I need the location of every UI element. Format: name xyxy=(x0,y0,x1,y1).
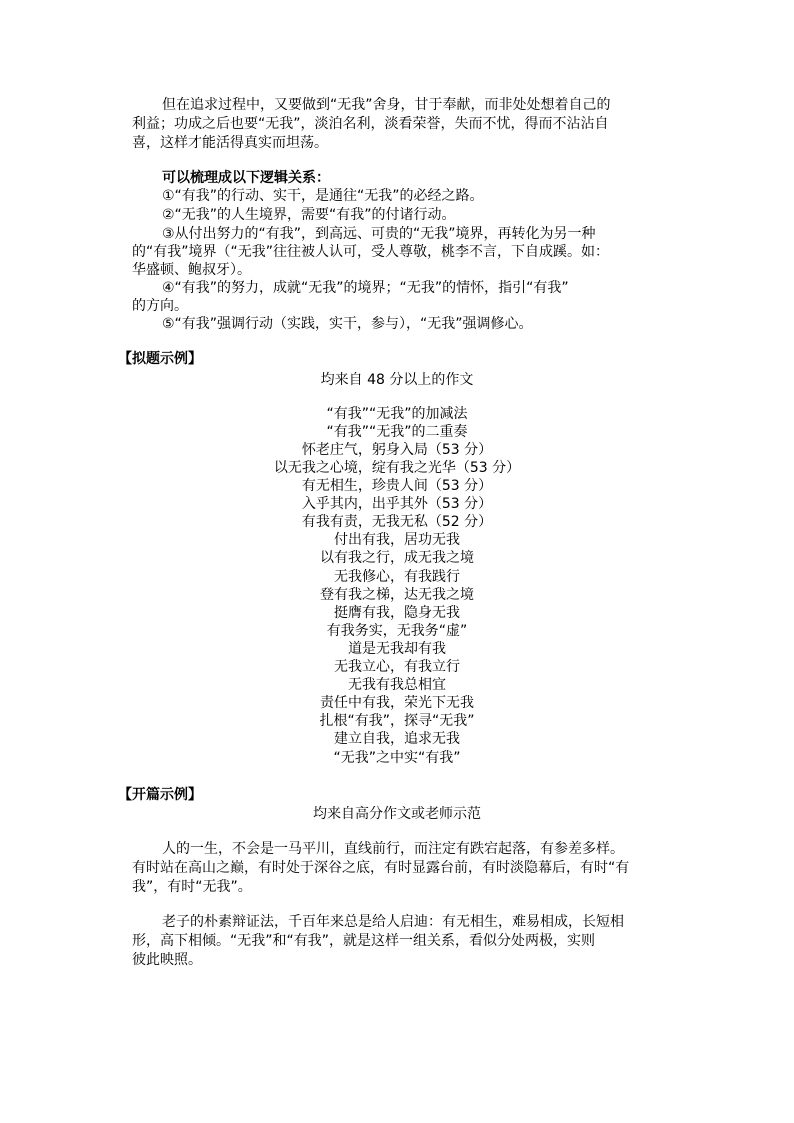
opening-paragraph-line: 形，高下相倾。“无我”和“有我”，就是这样一组关系，看似分处两极，实则 xyxy=(132,933,596,949)
title-example: 有我有责，无我无私（52 分） xyxy=(301,514,493,530)
opening-paragraph-line: 人的一生，不会是一马平川，直线前行，而注定有跌宕起落，有参差多样。 xyxy=(162,841,624,857)
logic-line: ③从付出努力的“有我”，到高远、可贵的“无我”境界，再转化为另一种 xyxy=(162,226,596,242)
title-example: 扎根“有我”，探寻“无我” xyxy=(319,713,475,729)
paragraph-line: 喜，这样才能活得真实而坦荡。 xyxy=(132,135,328,151)
logic-line: ①“有我”的行动、实干，是通往“无我”的必经之路。 xyxy=(162,188,484,204)
paragraph-line: 但在追求过程中，又要做到“无我”舍身，甘于奉献，而非处处想着自己的 xyxy=(162,97,611,113)
title-example: “无我”之中实“有我” xyxy=(333,750,461,766)
opening-paragraph-line: 老子的朴素辩证法，千百年来总是给人启迪：有无相生，难易相成，长短相 xyxy=(162,914,624,930)
title-example: 建立自我，追求无我 xyxy=(334,731,460,747)
logic-line: 华盛顿、鲍叔牙）。 xyxy=(132,262,251,278)
title-example: “有我”“无我”的二重奏 xyxy=(326,424,468,440)
opening-paragraph-line: 有时站在高山之巅，有时处于深谷之底，有时显露台前，有时淡隐幕后，有时“有 xyxy=(132,860,630,876)
logic-line: 的方向。 xyxy=(132,298,188,314)
title-example: 无我立心，有我立行 xyxy=(334,659,460,675)
title-example: 登有我之梯，达无我之境 xyxy=(320,587,474,603)
title-example: 有无相生，珍贵人间（53 分） xyxy=(301,478,493,494)
titles-subtitle: 均来自 48 分以上的作文 xyxy=(320,372,474,388)
opening-paragraph-line: 我”，有时“无我”。 xyxy=(132,879,252,895)
logic-line: ④“有我”的努力，成就“无我”的境界；“无我”的情怀，指引“有我” xyxy=(162,280,569,296)
opening-heading: 【开篇示例】 xyxy=(118,787,202,803)
title-example: 付出有我，居功无我 xyxy=(334,532,460,548)
title-example: 责任中有我，荣光下无我 xyxy=(320,695,474,711)
title-example: 挺膺有我，隐身无我 xyxy=(334,605,460,621)
opening-paragraph-line: 彼此映照。 xyxy=(132,952,202,968)
title-example: 道是无我却有我 xyxy=(348,641,446,657)
title-example: 以有我之行，成无我之境 xyxy=(320,550,474,566)
title-example: 入乎其内，出乎其外（53 分） xyxy=(301,496,493,512)
titles-heading: 【拟题示例】 xyxy=(118,351,202,367)
title-example: 无我修心，有我践行 xyxy=(334,569,460,585)
logic-line: ②“无我”的人生境界，需要“有我”的付诸行动。 xyxy=(162,207,456,223)
logic-line: ⑤“有我”强调行动（实践，实干，参与），“无我”强调修心。 xyxy=(162,316,533,332)
title-example: 有我务实，无我务“虚” xyxy=(326,623,468,639)
opening-subtitle: 均来自高分作文或老师示范 xyxy=(313,806,481,822)
title-example: 无我有我总相宜 xyxy=(348,677,446,693)
logic-heading: 可以梳理成以下逻辑关系： xyxy=(162,170,330,186)
logic-line: 的“有我”境界（“无我”往往被人认可，受人尊敬，桃李不言，下自成蹊。如： xyxy=(132,244,610,260)
paragraph-line: 利益；功成之后也要“无我”，淡泊名利，淡看荣誉，失而不忧，得而不沾沾自 xyxy=(132,116,609,132)
title-example: 怀老庄气，躬身入局（53 分） xyxy=(301,442,493,458)
title-example: “有我”“无我”的加减法 xyxy=(326,406,468,422)
title-example: 以无我之心境，绽有我之光华（53 分） xyxy=(273,460,521,476)
